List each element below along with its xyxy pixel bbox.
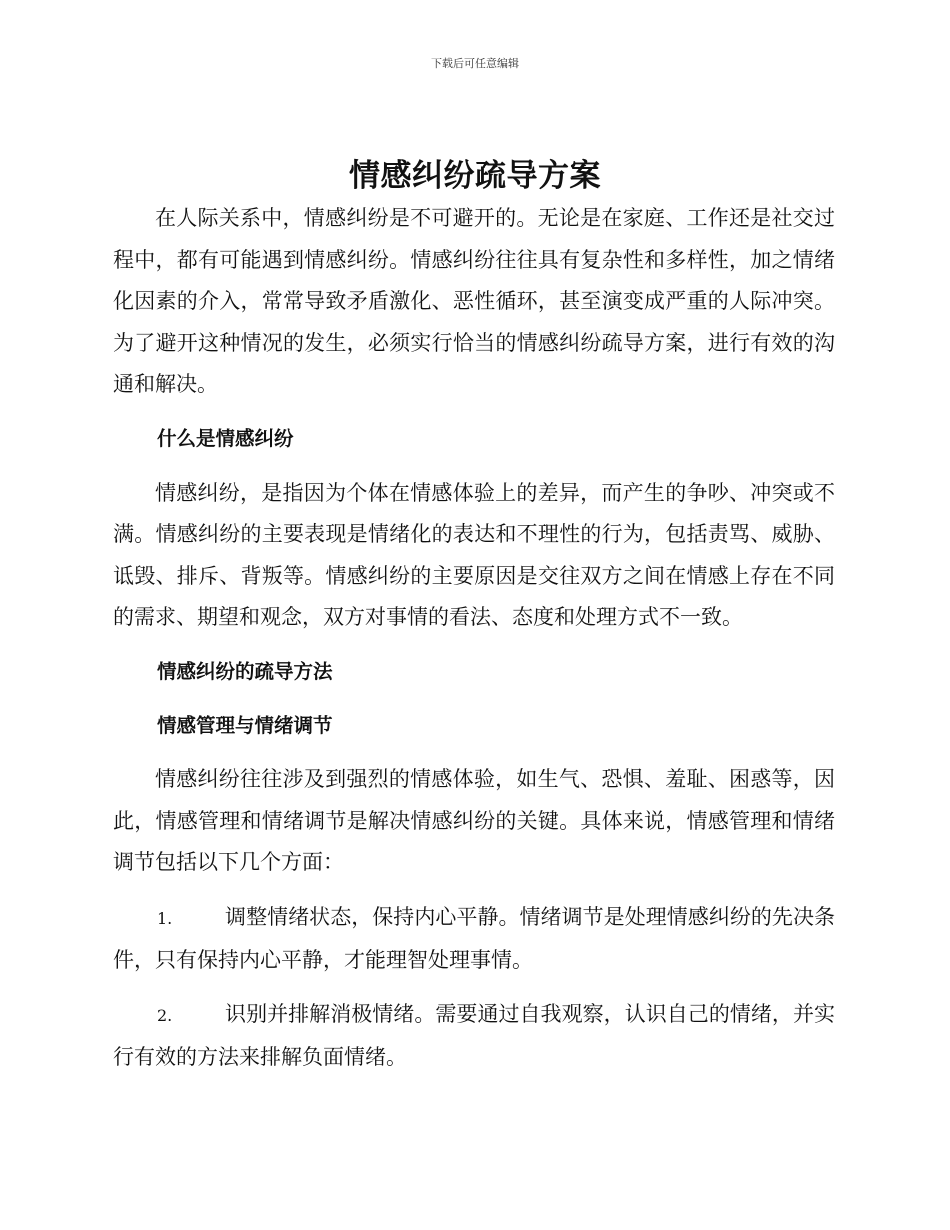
section-heading-definition: 什么是情感纠纷 xyxy=(157,426,294,450)
list-item-number: 2. xyxy=(157,1006,173,1026)
list-item xyxy=(113,897,835,981)
list-item-text: 调整情绪状态，保持内心平静。情绪调节是处理情感纠纷的先决条件，只有保持内心平静，才能理智处理事情。 xyxy=(113,904,835,972)
list-item-number: 1. xyxy=(157,908,173,928)
document-title: 情感纠纷疏导方案 xyxy=(349,158,601,194)
definition-paragraph: 情感纠纷，是指因为个体在情感体验上的差异，而产生的争吵、冲突或不满。情感纠纷的主要表现是情绪化的表达和不理性的行为，包括责骂、威胁、诋毁、排斥、背叛等。情感纠纷的主要原因是交往双方之间在情感上存在不同的需求、期望和观念，双方对事情的看法、态度和处理方式不一致。 xyxy=(113,480,835,630)
section-heading-methods: 情感纠纷的疏导方法 xyxy=(157,659,333,683)
intro-paragraph: 在人际关系中，情感纠纷是不可避开的。无论是在家庭、工作还是社交过程中，都有可能遇到情感纠纷。情感纠纷往往具有复杂性和多样性，加之情绪化因素的介入，常常导致矛盾激化、恶性循环，甚至演变成严重的人际冲突。为了避开这种情况的发生，必须实行恰当的情感纠纷疏导方案，进行有效的沟通和解决。 xyxy=(113,206,835,397)
list-item-text: 识别并排解消极情绪。需要通过自我观察，认识自己的情绪，并实行有效的方法来排解负面情绪。 xyxy=(113,1002,835,1069)
page-header: 下载后可任意编辑 xyxy=(431,57,519,70)
subsection-heading-emotion-management: 情感管理与情绪调节 xyxy=(157,713,333,737)
document-body xyxy=(113,198,835,1078)
list-item xyxy=(113,994,835,1078)
emotion-management-paragraph: 情感纠纷往往涉及到强烈的情感体验，如生气、恐惧、羞耻、困惑等，因此，情感管理和情绪调节是解决情感纠纷的关键。具体来说，情感管理和情绪调节包括以下几个方面： xyxy=(113,767,835,875)
